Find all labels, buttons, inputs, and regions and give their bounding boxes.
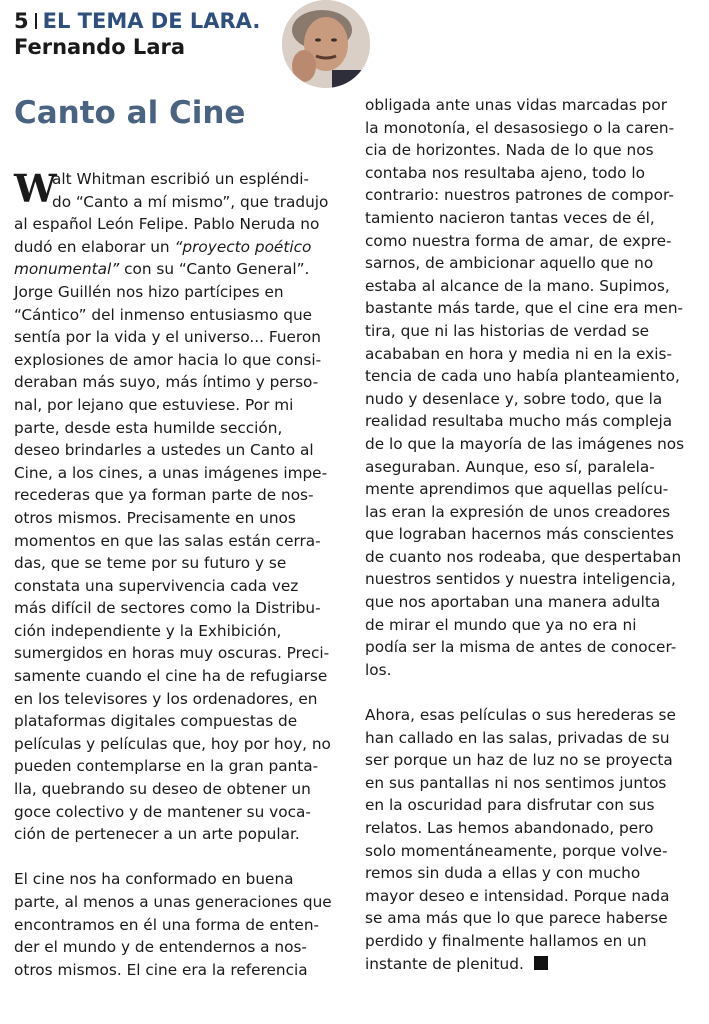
- text-line: contaba nos resultaba ajeno, todo lo: [365, 163, 645, 182]
- text-line: aseguraban. Aunque, eso sí, paralela-: [365, 457, 655, 476]
- text-line: sarnos, de ambicionar aquello que no: [365, 254, 654, 273]
- text-fragment: con su “Canto General”.: [119, 260, 310, 279]
- section-line: [14, 8, 260, 34]
- text-line: El cine nos ha conformado en buena: [14, 870, 294, 889]
- text-line: mayor deseo e intensidad. Porque nada: [365, 886, 670, 905]
- text-line: der el mundo y de entendernos a nos-: [14, 938, 307, 957]
- text-line: nudo y desenlace y, sobre todo, que la: [365, 389, 663, 408]
- text-line: podía ser la misma de antes de conocer-: [365, 638, 677, 657]
- text-line: tira, que ni las historias de verdad se: [365, 321, 650, 340]
- text-line: los.: [365, 660, 392, 679]
- text-line: estaba al alcance de la mano. Supimos,: [365, 276, 670, 295]
- text-fragment: instante de plenitud.: [365, 954, 524, 973]
- text-line: perdido y finalmente hallamos en un: [365, 931, 647, 950]
- text-line: [14, 258, 346, 281]
- article-column-left: [14, 168, 346, 981]
- text-line: al español León Felipe. Pablo Neruda no: [14, 215, 320, 234]
- text-line: solo momentáneamente, porque volve-: [365, 841, 668, 860]
- page-number: 5: [14, 9, 29, 33]
- text-line: tamiento nacieron tantas veces de él,: [365, 208, 655, 227]
- text-line: plataformas digitales compuestas de: [14, 712, 298, 731]
- text-line: Ahora, esas películas o sus herederas se: [365, 706, 676, 725]
- text-line: la monotonía, el desasosiego o la caren-: [365, 118, 675, 137]
- text-line: han callado en las salas, privadas de su: [365, 728, 670, 747]
- text-line: en la oscuridad para disfrutar con sus: [365, 796, 655, 815]
- text-line: nuestros sentidos y nuestra inteligencia,: [365, 570, 676, 589]
- text-line: explosiones de amor hacia lo que consi-: [14, 350, 322, 369]
- text-line: Jorge Guillén nos hizo partícipes en: [14, 282, 284, 301]
- text-fragment: dudó en elaborar un: [14, 237, 175, 256]
- text-line: otros mismos. Precisamente en unos: [14, 508, 296, 527]
- text-line: que nos aportaban una manera adulta: [365, 593, 661, 612]
- text-line: como nuestra forma de amar, de expre-: [365, 231, 672, 250]
- end-mark-icon: [534, 956, 548, 970]
- text-line: de lo que la mayoría de las imágenes nos: [365, 434, 685, 453]
- text-line: “Cántico” del inmenso entusiasmo que: [14, 305, 313, 324]
- text-line: acababan en hora y media ni en la exis-: [365, 344, 673, 363]
- text-line: deraban más suyo, más íntimo y perso-: [14, 373, 319, 392]
- text-line: goce colectivo y de mantener su voca-: [14, 802, 311, 821]
- text-line: otros mismos. El cine era la referencia: [14, 960, 308, 979]
- text-line: pueden contemplarse en la gran panta-: [14, 757, 319, 776]
- italic-quote: monumental”: [14, 260, 120, 279]
- text-line: parte, al menos a unas generaciones que: [14, 893, 332, 911]
- text-line: momentos en que las salas están cerra-: [14, 531, 321, 550]
- section-name: EL TEMA DE LARA.: [42, 9, 261, 33]
- author-photo: [282, 0, 370, 88]
- text-line: do “Canto a mí mismo”, que tradujo: [52, 192, 329, 211]
- text-line: sentía por la vida y el universo... Fueron: [14, 328, 321, 347]
- paragraph-gap: [365, 681, 697, 704]
- text-line: ser porque un haz de luz no se proyecta: [365, 751, 673, 770]
- text-line: nal, por lejano que estuviese. Por mi: [14, 395, 294, 414]
- text-line: realidad resultaba mucho más compleja: [365, 412, 673, 431]
- author-portrait-icon: [282, 0, 370, 88]
- text-line: constata una supervivencia cada vez: [14, 576, 299, 595]
- text-line: Cine, a los cines, a unas imágenes impe-: [14, 463, 328, 482]
- article-title: Canto al Cine: [14, 95, 246, 131]
- text-line: obligada ante unas vidas marcadas por: [365, 96, 668, 114]
- text-line: películas y películas que, hoy por hoy, no: [14, 734, 331, 753]
- text-line: en los televisores y los ordenadores, en: [14, 689, 318, 708]
- text-line: de cuanto nos rodeaba, que despertaban: [365, 547, 682, 566]
- text-line: lla, quebrando su deseo de obtener un: [14, 780, 311, 799]
- text-line: das, que se teme por su futuro y se: [14, 554, 287, 573]
- text-line: de mirar el mundo que ya no era ni: [365, 615, 637, 634]
- text-line: en sus pantallas ni nos sentimos juntos: [365, 773, 667, 792]
- text-line: se ama más que lo que parece haberse: [365, 909, 668, 928]
- page-header: [14, 8, 260, 60]
- text-line: samente cuando el cine ha de refugiarse: [14, 667, 328, 686]
- header-divider: [35, 13, 37, 29]
- author-name: Fernando Lara: [14, 35, 186, 59]
- drop-cap: W: [14, 166, 57, 211]
- text-line: cia de horizontes. Nada de lo que nos: [365, 141, 654, 160]
- text-line: ción independiente y la Exhibición,: [14, 621, 282, 640]
- text-line: bastante más tarde, que el cine era men-: [365, 299, 684, 318]
- text-line: ción de pertenecer a un arte popular.: [14, 825, 300, 844]
- text-line: alt Whitman escribió un espléndi-: [52, 170, 310, 188]
- text-line: contrario: nuestros patrones de compor-: [365, 186, 674, 205]
- text-line: encontramos en él una forma de enten-: [14, 915, 320, 934]
- paragraph-gap: [14, 846, 346, 869]
- text-line: tencia de cada uno había planteamiento,: [365, 367, 680, 386]
- article-column-right: [365, 94, 697, 975]
- text-line: parte, desde esta humilde sección,: [14, 418, 283, 437]
- text-line: recederas que ya forman parte de nos-: [14, 486, 314, 505]
- text-line: [365, 953, 697, 976]
- text-line: más difícil de sectores como la Distribu-: [14, 599, 321, 618]
- text-line: [14, 236, 346, 259]
- text-line: mente aprendimos que aquellas pelícu-: [365, 480, 669, 499]
- text-line: sumergidos en horas muy oscuras. Preci-: [14, 644, 330, 663]
- text-line: las eran la expresión de unos creadores: [365, 502, 671, 521]
- text-line: remos sin duda a ellas y con mucho: [365, 864, 641, 883]
- text-line: relatos. Las hemos abandonado, pero: [365, 819, 654, 837]
- text-line: que lograban hacernos más conscientes: [365, 525, 674, 544]
- text-line: deseo brindarles a ustedes un Canto al: [14, 441, 314, 460]
- italic-quote: “proyecto poético: [174, 237, 312, 256]
